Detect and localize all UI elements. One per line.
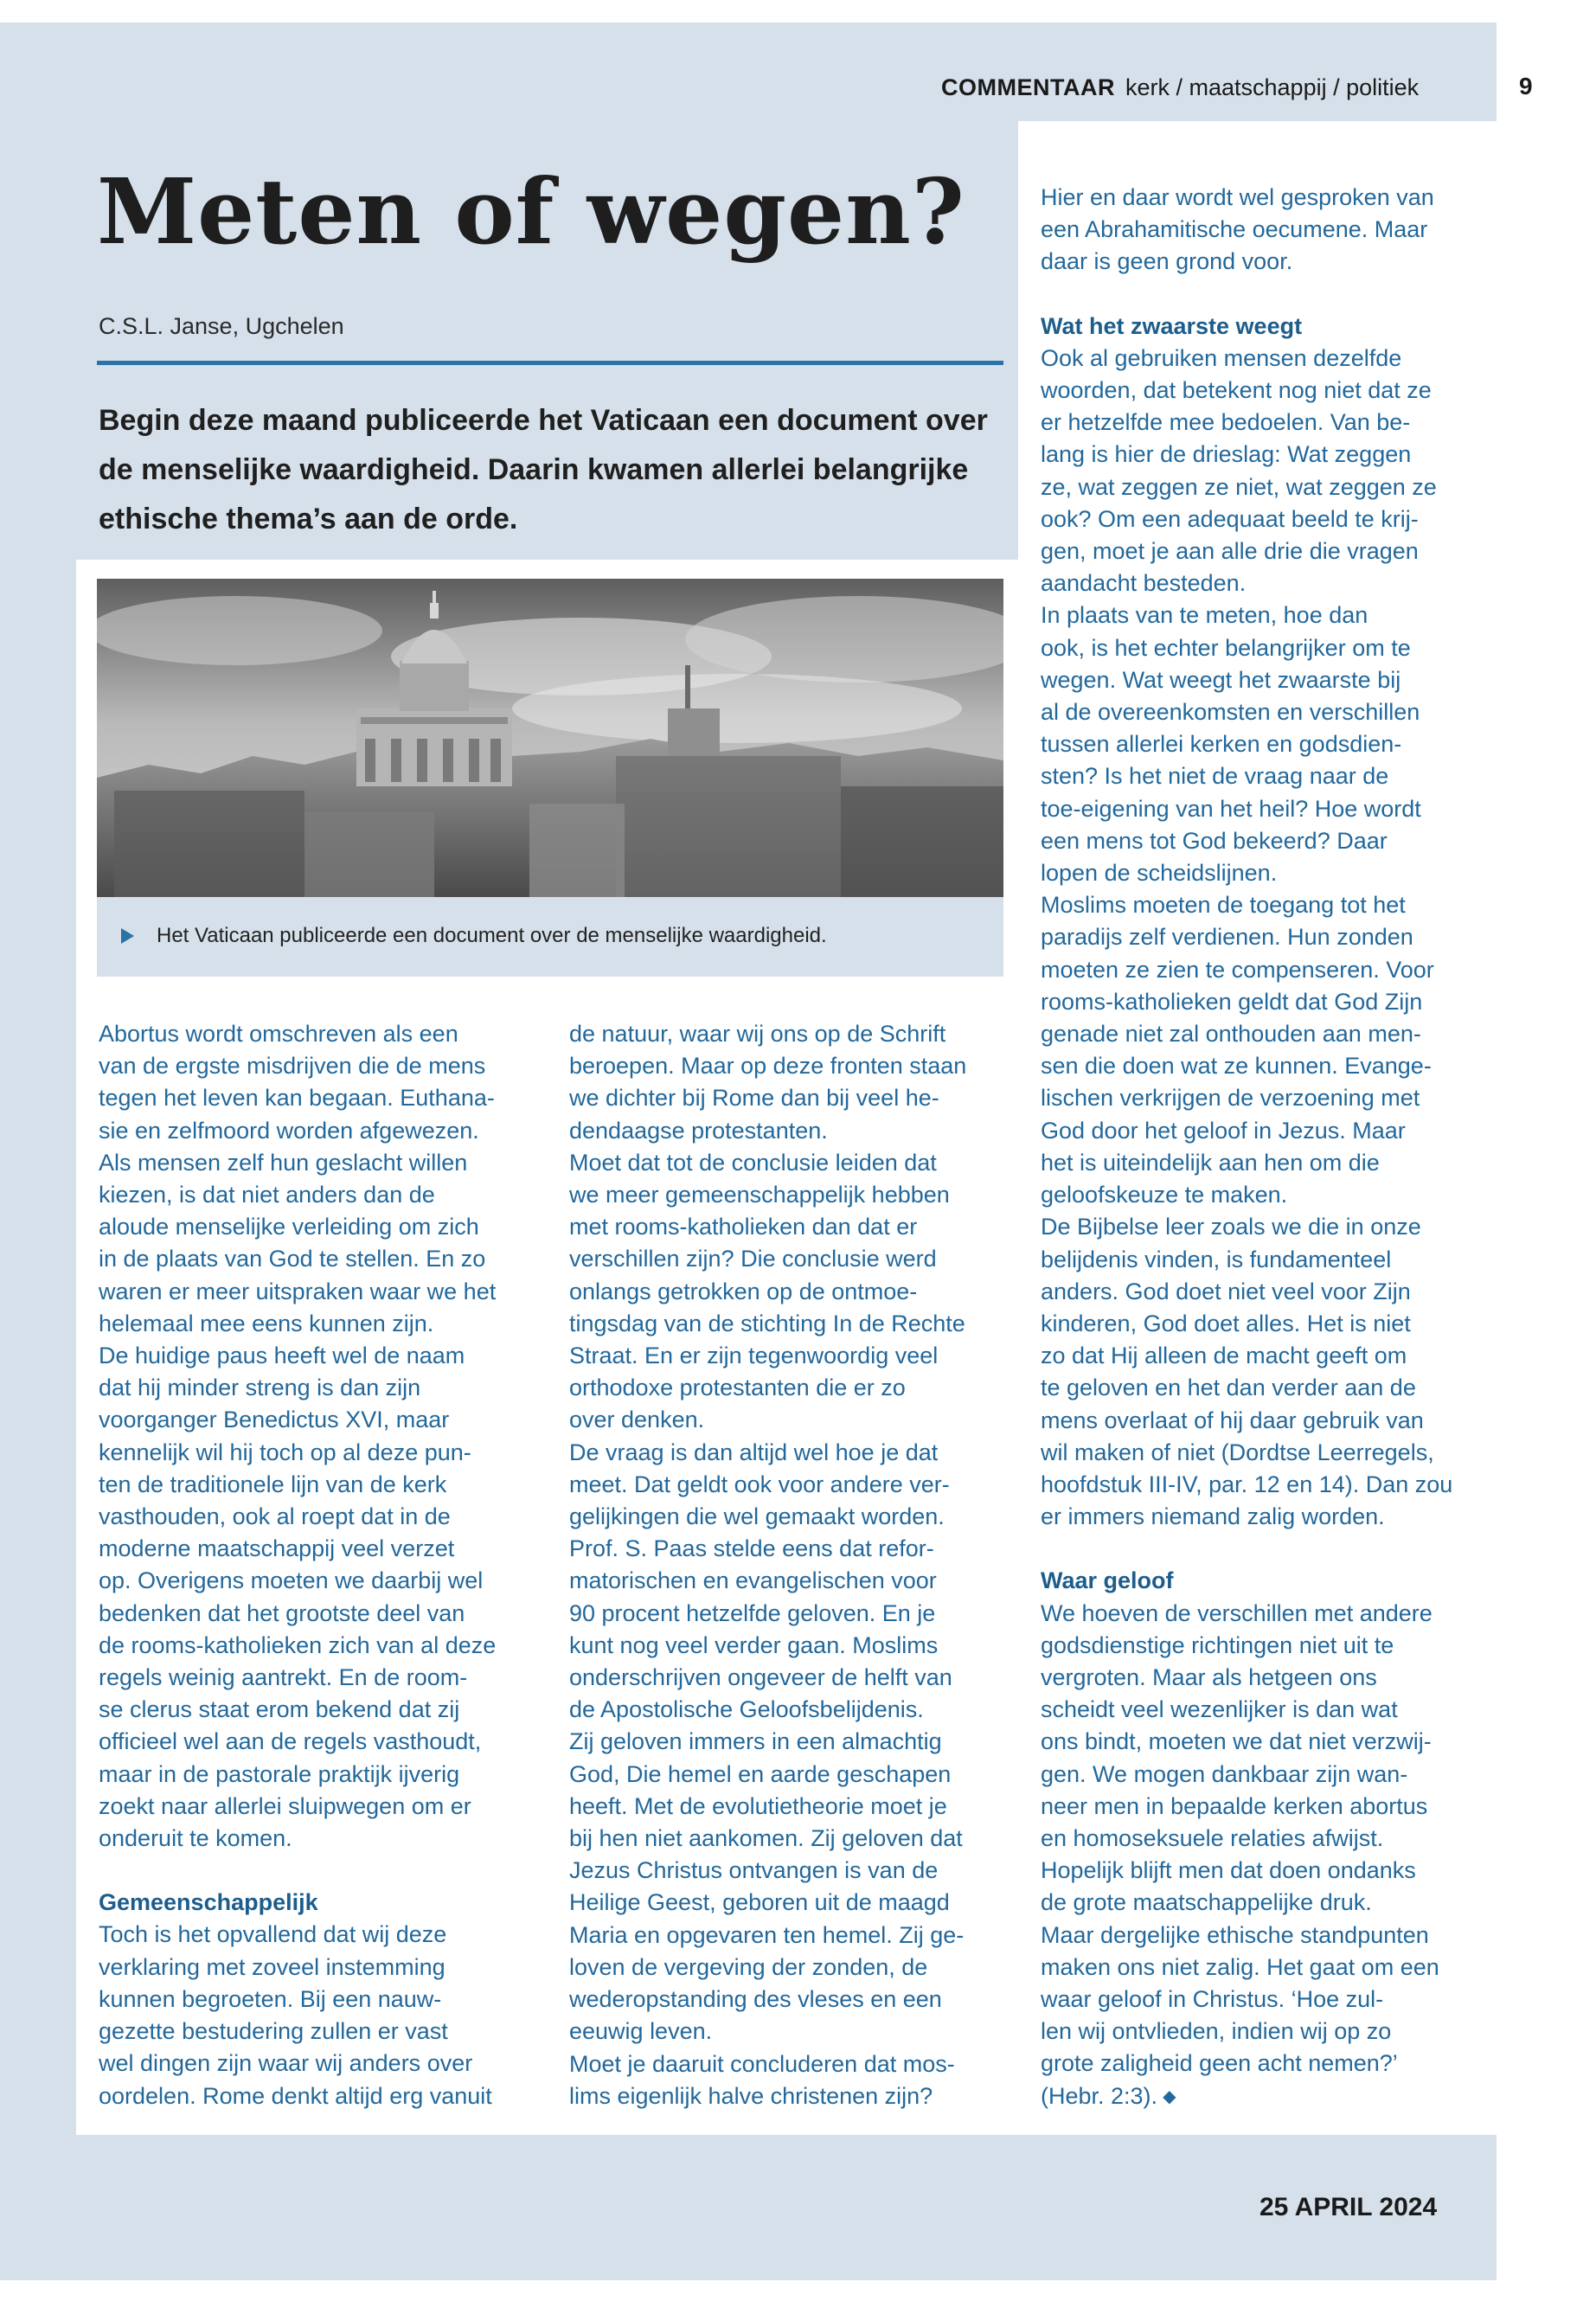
text-line: regels weinig aantrekt. En de room- xyxy=(99,1664,468,1691)
text-line: wel dingen zijn waar wij anders over xyxy=(99,2050,473,2077)
caption-arrow-icon xyxy=(121,928,134,944)
text-line: daar is geen grond voor. xyxy=(1041,248,1293,275)
text-line: over denken. xyxy=(569,1407,705,1433)
text-line: lang is hier de drieslag: Wat zeggen xyxy=(1041,441,1412,468)
top-margin xyxy=(0,0,1596,22)
subheading-waar-geloof: Waar geloof xyxy=(1041,1567,1174,1594)
text-line: sten? Is het niet de vraag naar de xyxy=(1041,763,1389,790)
body-column-3 xyxy=(1041,182,1452,2113)
text-line: neer men in bepaalde kerken abortus xyxy=(1041,1792,1428,1819)
subheading-gemeenschappelijk: Gemeenschappelijk xyxy=(99,1889,318,1916)
text-line: een mens tot God bekeerd? Daar xyxy=(1041,827,1388,854)
text-line: Zij geloven immers in een almachtig xyxy=(569,1728,942,1755)
text-line: in de plaats van God te stellen. En zo xyxy=(99,1246,486,1272)
text-line: Hier en daar wordt wel gesproken van xyxy=(1041,184,1434,210)
text-line: beroepen. Maar op deze fronten staan xyxy=(569,1053,967,1080)
text-line: Heilige Geest, geboren uit de maagd xyxy=(569,1889,950,1916)
text-line: Toch is het opvallend dat wij deze xyxy=(99,1921,447,1948)
text-line: heeft. Met de evolutietheorie moet je xyxy=(569,1792,947,1819)
text-line: onderschrijven ongeveer de helft van xyxy=(569,1664,952,1691)
text-line: voorganger Benedictus XVI, maar xyxy=(99,1407,450,1433)
text-line: gelijkingen die wel gemaakt worden. xyxy=(569,1503,945,1530)
text-line: tegen het leven kan begaan. Euthana- xyxy=(99,1085,495,1112)
text-line: verschillen zijn? Die conclusie werd xyxy=(569,1246,937,1272)
section-subtitle: kerk / maatschappij / politiek xyxy=(1125,74,1420,100)
text-line: gezette bestudering zullen er vast xyxy=(99,2018,448,2045)
text-line: met rooms-katholieken dan dat er xyxy=(569,1214,918,1240)
text-line: waren er meer uitspraken waar we het xyxy=(99,1278,497,1304)
text-line: de grote maatschappelijke druk. xyxy=(1041,1889,1372,1916)
text-line: maar in de pastorale praktijk ijverig xyxy=(99,1760,460,1787)
text-line: grote zaligheid geen acht nemen?’ xyxy=(1041,2050,1398,2077)
text-line: God, Die hemel en aarde geschapen xyxy=(569,1760,952,1787)
text-line: kunnen begroeten. Bij een nauw- xyxy=(99,1985,442,2012)
text-line: De Bijbelse leer zoals we die in onze xyxy=(1041,1214,1421,1240)
text-line: scheidt veel wezenlijker is dan wat xyxy=(1041,1696,1398,1723)
running-header xyxy=(941,74,1419,101)
text-line: er immers niemand zalig worden. xyxy=(1041,1503,1385,1530)
text-line: wegen. Wat weegt het zwaarste bij xyxy=(1041,666,1401,693)
photo-caption xyxy=(121,924,827,948)
text-line: tussen allerlei kerken en godsdien- xyxy=(1041,731,1402,758)
text-line: Straat. En er zijn tegenwoordig veel xyxy=(569,1343,939,1369)
text-line: waar geloof in Christus. ‘Hoe zul- xyxy=(1041,1985,1384,2012)
text-line: de Apostolische Geloofsbelijdenis. xyxy=(569,1696,924,1723)
text-line: bedenken dat het grootste deel van xyxy=(99,1599,465,1626)
text-line: orthodoxe protestanten die er zo xyxy=(569,1375,906,1401)
text-line: meet. Dat geldt ook voor andere ver- xyxy=(569,1471,950,1497)
text-line: wederopstanding des vleses en een xyxy=(569,1986,942,2013)
column-1-paragraphs xyxy=(99,1018,496,1855)
text-line: Prof. S. Paas stelde eens dat refor- xyxy=(569,1535,934,1562)
article-author: C.S.L. Janse, Ugchelen xyxy=(99,313,344,339)
text-line: rooms-katholieken geldt dat God Zijn xyxy=(1041,988,1423,1015)
text-line: Maria en opgevaren ten hemel. Zij ge- xyxy=(569,1921,965,1948)
paragraph-gap xyxy=(1041,279,1452,311)
text-line: de rooms-katholieken zich van al deze xyxy=(99,1631,497,1658)
text-line: kennelijk wil hij toch op al deze pun- xyxy=(99,1439,471,1465)
text-line: lischen verkrijgen de verzoening met xyxy=(1041,1085,1420,1112)
text-line: godsdienstige richtingen niet uit te xyxy=(1041,1631,1394,1658)
text-line: Ook al gebruiken mensen dezelfde xyxy=(1041,344,1402,371)
title-rule xyxy=(97,361,1003,365)
text-line: de natuur, waar wij ons op de Schrift xyxy=(569,1021,946,1047)
text-line: eeuwig leven. xyxy=(569,2018,713,2045)
text-line: Als mensen zelf hun geslacht willen xyxy=(99,1149,468,1176)
text-line: sie en zelfmoord worden afgewezen. xyxy=(99,1117,479,1144)
text-line: Abortus wordt omschreven als een xyxy=(99,1021,458,1047)
text-line: moeten ze zien te compenseren. Voor xyxy=(1041,956,1434,983)
body-column-2 xyxy=(569,1018,966,2112)
text-line: aandacht besteden. xyxy=(1041,570,1247,597)
text-line: we meer gemeenschappelijk hebben xyxy=(569,1182,950,1208)
text-line: dendaagse protestanten. xyxy=(569,1117,828,1144)
text-line: kiezen, is dat niet anders dan de xyxy=(99,1182,435,1208)
text-line: woorden, dat betekent nog niet dat ze xyxy=(1041,377,1432,404)
paragraph-gap xyxy=(1041,1533,1452,1565)
text-line: genade niet zal onthouden aan men- xyxy=(1041,1021,1421,1048)
text-line: en homoseksuele relaties afwijst. xyxy=(1041,1824,1384,1851)
text-line: gen. We mogen dankbaar zijn wan- xyxy=(1041,1760,1408,1787)
text-line: belijdenis vinden, is fundamenteel xyxy=(1041,1246,1392,1272)
text-line: hoofdstuk III-IV, par. 12 en 14). Dan zou xyxy=(1041,1471,1453,1497)
text-line: we dichter bij Rome dan bij veel he- xyxy=(569,1085,939,1112)
subheading-wat-het-zwaarste-weegt: Wat het zwaarste weegt xyxy=(1041,312,1303,339)
text-line: ons bindt, moeten we dat niet verzwij- xyxy=(1041,1728,1432,1755)
text-line: tingsdag van de stichting In de Rechte xyxy=(569,1310,965,1336)
text-line: Moslims moeten de toegang tot het xyxy=(1041,892,1406,919)
text-line: toe-eigening van het heil? Hoe wordt xyxy=(1041,795,1421,822)
paragraph-gap xyxy=(99,1855,496,1887)
text-line: al de overeenkomsten en verschillen xyxy=(1041,699,1420,726)
text-line: anders. God doet niet veel voor Zijn xyxy=(1041,1278,1411,1304)
page-number: 9 xyxy=(1519,73,1533,99)
text-line: wil maken of niet (Dordtse Leerregels, xyxy=(1041,1439,1434,1465)
text-line: zoekt naar allerlei sluipwegen om er xyxy=(99,1792,471,1819)
vatican-skyline-image xyxy=(97,579,1003,897)
text-line: onlangs getrokken op de ontmoe- xyxy=(569,1278,918,1304)
text-line: maken ons niet zalig. Het gaat om een xyxy=(1041,1953,1439,1980)
text-line: moderne maatschappij veel verzet xyxy=(99,1535,455,1562)
text-line: gen, moet je aan alle drie die vragen xyxy=(1041,538,1419,565)
text-line: lims eigenlijk halve christenen zijn? xyxy=(569,2082,933,2109)
text-line: ook? Om een adequaat beeld te krij- xyxy=(1041,505,1419,532)
text-line: De vraag is dan altijd wel hoe je dat xyxy=(569,1439,939,1465)
text-line: mens overlaat of hij daar gebruik van xyxy=(1041,1407,1424,1433)
text-line: Moet dat tot de conclusie leiden dat xyxy=(569,1149,937,1176)
article-title: Meten of wegen? xyxy=(97,158,965,265)
text-line: er hetzelfde mee bedoelen. Van be- xyxy=(1041,409,1411,436)
bottom-margin xyxy=(0,2280,1596,2301)
text-line: God door het geloof in Jezus. Maar xyxy=(1041,1117,1406,1144)
text-line: op. Overigens moeten we daarbij wel xyxy=(99,1567,484,1594)
text-line: officieel wel aan de regels vasthoudt, xyxy=(99,1728,482,1755)
vatican-photo xyxy=(97,579,1003,897)
text-line: helemaal mee eens kunnen zijn. xyxy=(99,1310,434,1336)
text-line: len wij ontvlieden, indien wij op zo xyxy=(1041,2018,1392,2045)
text-line: ook, is het echter belangrijker om te xyxy=(1041,634,1411,661)
text-line: De huidige paus heeft wel de naam xyxy=(99,1343,465,1369)
text-line: vasthouden, ook al roept dat in de xyxy=(99,1503,451,1530)
text-line: ze, wat zeggen ze niet, wat zeggen ze xyxy=(1041,473,1437,500)
text-line: Moet je daaruit concluderen dat mos- xyxy=(569,2050,955,2077)
text-line: se clerus staat erom bekend dat zij xyxy=(99,1696,460,1723)
issue-date: 25 APRIL 2024 xyxy=(1259,2193,1438,2221)
text-line: ten de traditionele lijn van de kerk xyxy=(99,1471,447,1497)
body-column-1 xyxy=(99,1018,496,2112)
text-line: oordelen. Rome denkt altijd erg vanuit xyxy=(99,2082,492,2109)
text-line: kinderen, God doet alles. Het is niet xyxy=(1041,1310,1411,1336)
text-line: loven de vergeving der zonden, de xyxy=(569,1953,928,1980)
text-line: In plaats van te meten, hoe dan xyxy=(1041,602,1368,629)
text-line: dat hij minder streng is dan zijn xyxy=(99,1375,421,1401)
right-margin xyxy=(1497,0,1596,2301)
text-line: geloofskeuze te maken. xyxy=(1041,1182,1288,1208)
text-line: onderuit te komen. xyxy=(99,1825,292,1852)
text-line: van de ergste misdrijven die de mens xyxy=(99,1053,486,1080)
text-line: We hoeven de verschillen met andere xyxy=(1041,1599,1433,1626)
text-line: lopen de scheidslijnen. xyxy=(1041,860,1278,887)
text-line: 90 procent hetzelfde geloven. En je xyxy=(569,1599,936,1626)
text-line: kunt nog veel verder gaan. Moslims xyxy=(569,1631,939,1658)
last-text-line xyxy=(1041,2080,1452,2113)
text-line: zo dat Hij alleen de macht geeft om xyxy=(1041,1343,1407,1369)
text-line: te geloven en het dan verder aan de xyxy=(1041,1375,1416,1401)
text-line: Hopelijk blijft men dat doen ondanks xyxy=(1041,1857,1416,1884)
text-line: een Abrahamitische oecumene. Maar xyxy=(1041,216,1428,243)
text-line: vergroten. Maar als hetgeen ons xyxy=(1041,1663,1377,1690)
text-line: het is uiteindelijk aan hen om die xyxy=(1041,1149,1380,1176)
text-line: aloude menselijke verleiding om zich xyxy=(99,1214,479,1240)
caption-text: Het Vaticaan publiceerde een document over de menselijke waardigheid. xyxy=(157,924,827,947)
text-line: Maar dergelijke ethische standpunten xyxy=(1041,1921,1429,1948)
text-line: Jezus Christus ontvangen is van de xyxy=(569,1857,939,1884)
text-line-end: (Hebr. 2:3). xyxy=(1041,2082,1158,2109)
text-line: sen die doen wat ze kunnen. Evange- xyxy=(1041,1053,1432,1080)
end-diamond-icon: ◆ xyxy=(1163,2086,1176,2106)
text-line: bij hen niet aankomen. Zij geloven dat xyxy=(569,1825,963,1852)
text-line: paradijs zelf verdienen. Hun zonden xyxy=(1041,924,1413,951)
text-line: matorischen en evangelischen voor xyxy=(569,1567,937,1594)
article-lead: Begin deze maand publiceerde het Vaticaan een document over de menselijke waardigheid. Daarin kwamen allerlei belangrijke ethische thema’s aan de orde. xyxy=(99,404,988,535)
section-name: COMMENTAAR xyxy=(941,74,1115,100)
text-line: verklaring met zoveel instemming xyxy=(99,1953,445,1980)
